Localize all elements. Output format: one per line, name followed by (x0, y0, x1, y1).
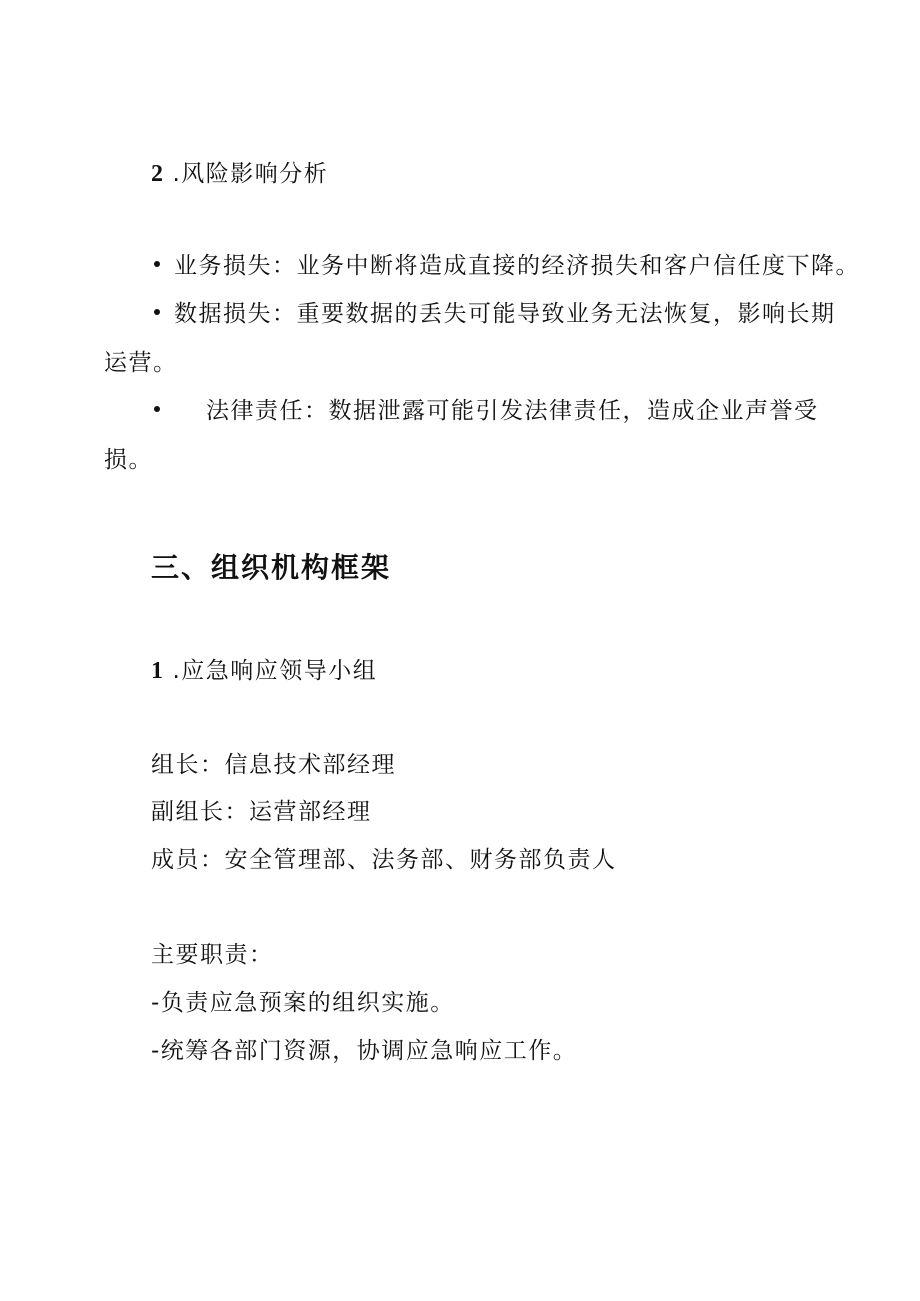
members-line: 成员：安全管理部、法务部、财务部负责人 (151, 847, 617, 873)
bullet-item-1 (154, 251, 860, 281)
bullet-icon (154, 406, 160, 412)
duty-item-2: -统筹各部门资源，协调应急响应工作。 (151, 1038, 578, 1064)
bullet-1-text: 业务损失：业务中断将造成直接的经济损失和客户信任度下降。 (174, 253, 860, 279)
section-2-heading (151, 159, 328, 189)
bullet-2-text-line1: 数据损失：重要数据的丢失可能导致业务无法恢复，影响长期 (174, 301, 836, 327)
deputy-line: 副组长：运营部经理 (151, 799, 372, 825)
bullet-item-2-continuation: 运营。 (104, 350, 178, 376)
bullet-icon (154, 261, 160, 267)
leader-line: 组长：信息技术部经理 (151, 752, 396, 778)
bullet-3-text-line1: 法律责任：数据泄露可能引发法律责任，造成企业声誉受 (206, 398, 819, 424)
section-2-number: 2 (151, 161, 165, 187)
bullet-item-3-continuation: 损。 (104, 447, 153, 473)
duty-item-1: -负责应急预案的组织实施。 (151, 990, 455, 1016)
bullet-icon (154, 309, 160, 315)
subsection-1-number: 1 (151, 658, 165, 684)
section-3-title: 三、组织机构框架 (151, 551, 392, 584)
duties-title: 主要职责： (151, 942, 274, 968)
section-2-title: .风险影响分析 (172, 161, 329, 187)
subsection-1-heading (151, 656, 377, 686)
bullet-item-2 (154, 299, 836, 329)
bullet-item-3 (154, 396, 819, 426)
subsection-1-title: .应急响应领导小组 (172, 658, 378, 684)
